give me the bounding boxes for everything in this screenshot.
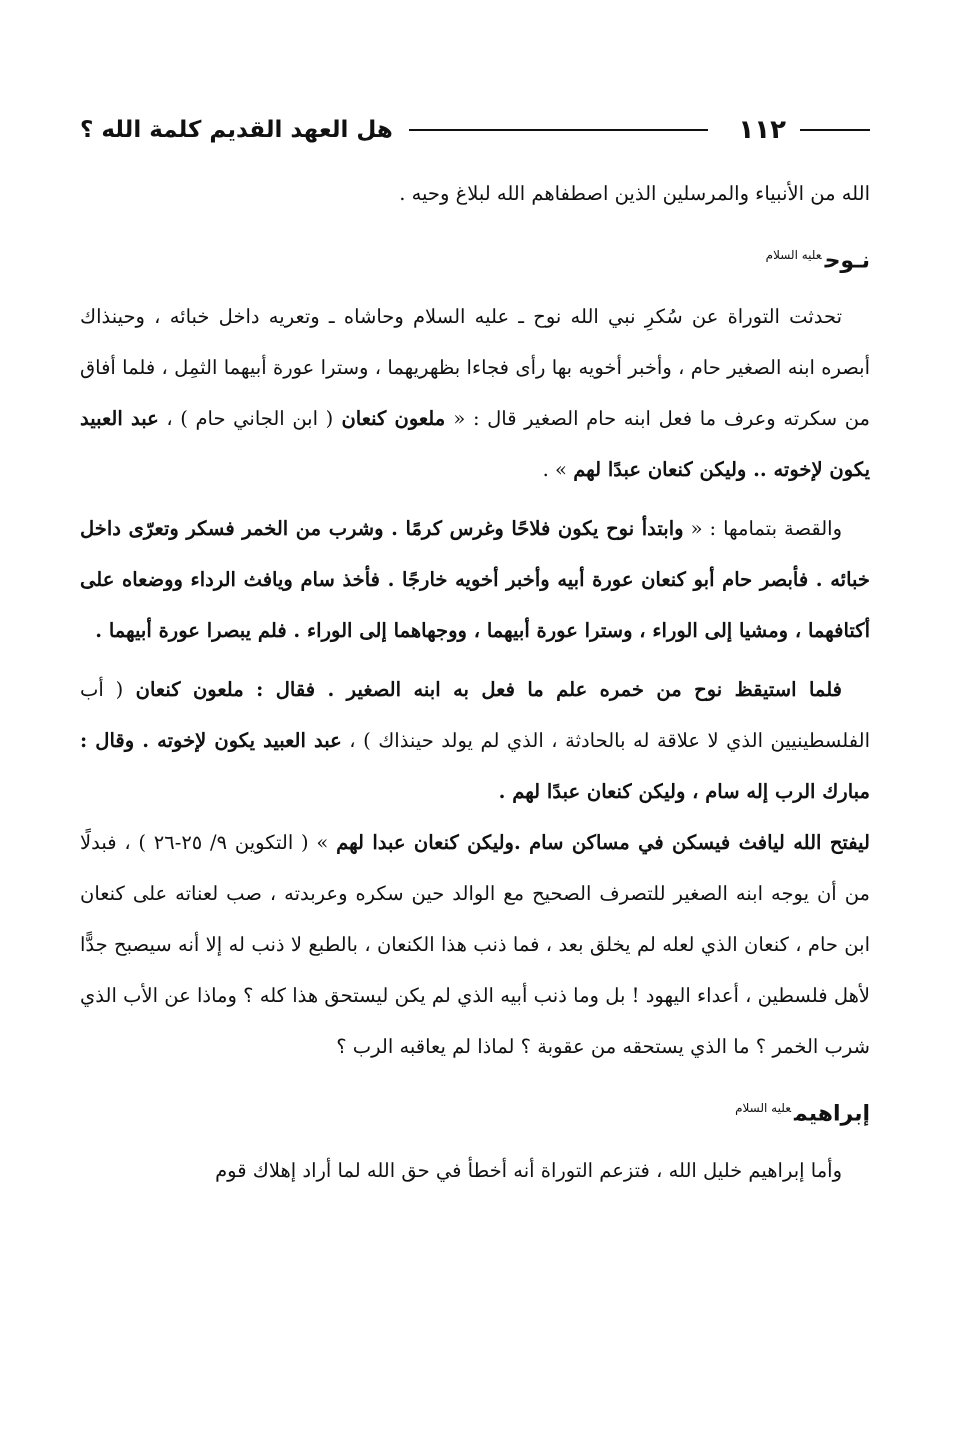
paragraph-abraham: وأما إبراهيم خليل الله ، فتزعم التوراة أنه أخطأ في حق الله لما أراد إهلاك قوم xyxy=(215,1158,842,1182)
paragraph-commentary xyxy=(80,817,870,1072)
section-heading-abraham xyxy=(80,1084,870,1138)
page-number: ١١٢ xyxy=(738,115,786,145)
running-title: هل العهد القديم كلمة الله ؟ xyxy=(80,117,393,143)
header-rule-long xyxy=(409,129,709,131)
book-page xyxy=(80,110,870,1196)
heading-noah-text: نـوح xyxy=(824,248,870,274)
text-span: تحدثت التوراة عن سُكرِ نبي الله نوح ـ عليه السلام وحاشاه ـ وتعريه داخل خبائه ، وحينذاك أبصره ابنه الصغير حام ، وأخبر أخويه بها رأى فجاءا بظهريهما ، وسترا عورة أبيهما الثمِل ، فلما أفاق من سكرته وعرف ما فعل ابنه حام الصغير قال : « xyxy=(80,305,870,431)
text-span: ( أب الفلسطينيين الذي لا علاقة له بالحادثة ، الذي لم يولد حينذاك ) ، xyxy=(80,678,870,753)
text-span: ( ابن الجاني حام ) ، xyxy=(158,407,334,431)
text-span: » ( التكوين ٩/ ٢٥-٢٦ ) ، فبدلًا من أن يوجه ابنه الصغير للتصرف الصحيح مع الوالد حين سكره وعربدته ، صب لعناته على كنعان ابن حام ، كنعان الذي لعله لم يخلق بعد ، فما ذنب هذا الكنعان ، بالطبع لا ذنب له إلا أنه سيصبح جدًّا لأهل فلسطين ، أعداء اليهود ! بل وما ذنب أبيه الذي لم يكن ليستحق هذا كله ؟ وماذا عن الأب الذي شرب الخمر ؟ ما الذي يستحقه من عقوبة ؟ لماذا لم يعاقبه الرب ؟ xyxy=(80,831,870,1059)
header-rule-short xyxy=(800,129,870,131)
section-heading-noah xyxy=(80,231,870,285)
text-span: والقصة بتمامها : « xyxy=(683,517,843,541)
quote-span: وابتدأ نوح يكون فلاحًا وغرس كرمًا . وشرب من الخمر فسكر وتعرّى داخل خبائه . فأبصر حام أبو كنعان عورة أبيه وأخبر أخويه خارجًا . فأخذ سام ويافث الرداء ووضعاه على أكتافهما ، ومشيا إلى الوراء ، وسترا عورة أبيهما ، ووجهاهما إلى الوراء . فلم يبصرا عورة أبيهما . xyxy=(80,517,870,643)
quote-span: عبد العبيد يكون لإخوته .. وليكن كنعان عبدًا لهم xyxy=(80,407,870,482)
heading-abraham-text: إبراهيم xyxy=(793,1101,870,1127)
quote-span: ليفتح الله ليافث فيسكن في مساكن سام .وليكن كنعان عبدا لهم xyxy=(336,831,870,855)
quote-span: فلما استيقظ نوح من خمره علم ما فعل به ابنه الصغير . فقال : ملعون كنعان xyxy=(123,678,842,702)
paragraph-noah-summary xyxy=(80,291,870,495)
running-header xyxy=(80,110,870,150)
paragraph-continued: الله من الأنبياء والمرسلين الذين اصطفاهم الله لبلاغ وحيه . xyxy=(399,182,870,205)
honorific-mark: عليه السلام xyxy=(735,1101,791,1116)
quote-span: عبد العبيد يكون لإخوته . وقال : مبارك الرب إله سام ، وليكن كنعان عبدًا لهم . xyxy=(80,729,870,804)
quote-span: ملعون كنعان xyxy=(333,407,454,431)
honorific-mark: عليه السلام xyxy=(765,248,822,262)
paragraph-full-story xyxy=(80,503,870,656)
text-span: » . xyxy=(542,458,574,482)
paragraph-noah-awakes xyxy=(80,664,870,817)
